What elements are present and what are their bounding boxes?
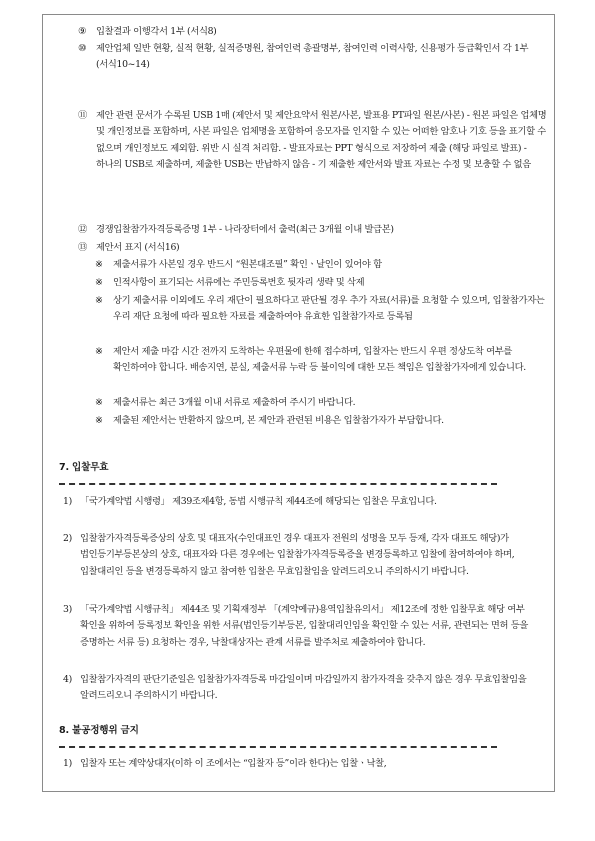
note-mark: ※ (95, 295, 103, 306)
item-text: 제안서 표지 (서식16) (96, 242, 180, 253)
item-number: ⑨ (78, 26, 86, 37)
item-number: ⑪ (78, 110, 87, 121)
item-text: 입찰결과 이행각서 1부 (서식8) (96, 26, 217, 37)
item-text: 입찰자 또는 계약상대자(이하 이 조에서는 “입찰자 등”이라 한다)는 입찰ㆍ낙찰, (80, 758, 387, 769)
list-item (78, 41, 553, 74)
note-item (95, 395, 550, 411)
section-divider (59, 746, 497, 748)
note-text: 제안서 제출 마감 시간 전까지 도착하는 우편물에 한해 접수하며, 입찰자는 반드시 우편 정상도착 여부를 확인하여야 합니다. 배송지연, 분실, 제출서류 누락 등 불이익에 대한 모든 책임은 입찰참가자에게 있습니다. (113, 346, 526, 374)
section-heading: 8. 불공정행위 금지 (59, 725, 139, 736)
note-item (95, 293, 550, 326)
note-text: 제출서류가 사본일 경우 반드시 “원본대조필” 확인ㆍ날인이 있어야 함 (113, 259, 382, 270)
item-number: ⑬ (78, 242, 87, 253)
item-number: ⑫ (78, 224, 87, 235)
item-text: 입찰참가자격등록증상의 상호 및 대표자(수인대표인 경우 대표자 전원의 성명을 모두 등재, 각자 대표도 해당)가 법인등기부등본상의 상호, 대표자와 다른 경우에는 입찰참가자격등록증을 변경등록하고 입찰에 참여하여야 하며, 입찰대리인 등을 변경등록하지 않고 참여한 입찰은 무효입찰임을 알려드리오니 주의하시기 바랍니다. (80, 533, 515, 577)
item-text: 제안 관련 문서가 수록된 USB 1매 (제안서 및 제안요약서 원본/사본, 발표용 PT파일 원본/사본) - 원본 파일은 업체명 및 개인정보를 포함하며, 사본 파일은 업체명을 포함하여 응모자를 인지할 수 있는 어떠한 암호나 기호 등을 표기할 수 없으며 개인정보도 제외함. 위반 시 실격 처리함. - 발표자료는 PPT 형식으로 저장하여 제출 (해당 파일로 발표) - 하나의 USB로 제출하며, 제출한 USB는 반납하지 않음 - 기 제출한 제안서와 발표 자료는 수정 및 보충할 수 없음 (96, 110, 547, 171)
document-body (43, 15, 554, 791)
item-number: 2) (63, 533, 72, 544)
item-text: 「국가계약법 시행령」 제39조제4항, 동법 시행규칙 제44조에 해당되는 입찰은 무효입니다. (80, 496, 437, 507)
list-item (63, 531, 551, 580)
section-heading: 7. 입찰무효 (59, 462, 109, 473)
item-number: 1) (63, 758, 72, 769)
note-item (95, 413, 550, 429)
list-item (78, 108, 553, 173)
note-mark: ※ (95, 277, 103, 288)
note-text: 상기 제출서류 이외에도 우리 재단이 필요하다고 판단될 경우 추가 자료(서류)를 요청할 수 있으며, 입찰참가자는 우리 재단 요청에 따라 필요한 자료를 제출하여야 유효한 입찰참가자로 등록됨 (113, 295, 545, 323)
list-item (78, 24, 553, 40)
note-mark: ※ (95, 397, 103, 408)
item-text: 경쟁입찰참가자격등록증명 1부 - 나라장터에서 출력(최근 3개월 이내 발급본) (96, 224, 394, 235)
note-text: 제출서류는 최근 3개월 이내 서류로 제출하여 주시기 바랍니다. (113, 397, 356, 408)
list-item (78, 240, 553, 256)
item-number: ⑩ (78, 43, 86, 54)
item-number: 3) (63, 604, 72, 615)
list-item (78, 222, 553, 238)
note-mark: ※ (95, 415, 103, 426)
item-text: 「국가계약법 시행규칙」 제44조 및 기획재정부 「(계약예규)용역입찰유의서」 제12조에 정한 입찰무효 해당 여부 확인을 위하여 등록정보 확인을 위한 서류(법인등기부등본, 입찰대리인임을 확인할 수 있는 서류, 관련되는 면허 등을 증명하는 서류 등) 요청하는 경우, 낙찰대상자는 관계 서류를 발주처로 제출하여야 합니다. (80, 604, 529, 648)
list-item (63, 672, 551, 705)
note-item (95, 275, 550, 291)
note-item (95, 344, 550, 377)
list-item (63, 494, 551, 510)
note-mark: ※ (95, 346, 103, 357)
note-text: 제출된 제안서는 반환하지 않으며, 본 제안과 관련된 비용은 입찰참가자가 부담합니다. (113, 415, 444, 426)
note-item (95, 257, 550, 273)
item-number: 4) (63, 674, 72, 685)
item-text: 입찰참가자격의 판단기준일은 입찰참가자격등록 마감일이며 마감일까지 참가자격을 갖추지 않은 경우 무효입찰임을 알려드리오니 주의하시기 바랍니다. (80, 674, 527, 702)
item-number: 1) (63, 496, 72, 507)
list-item (63, 756, 551, 772)
note-mark: ※ (95, 259, 103, 270)
list-item (63, 602, 551, 651)
note-text: 인적사항이 표기되는 서류에는 주민등록번호 뒷자리 생략 및 삭제 (113, 277, 365, 288)
page-frame (42, 14, 555, 792)
section-divider (59, 483, 497, 485)
item-text: 제안업체 일반 현황, 실적 현황, 실적증명원, 참여인력 총괄명부, 참여인력 이력사항, 신용평가 등급확인서 각 1부 (서식10~14) (96, 43, 529, 71)
